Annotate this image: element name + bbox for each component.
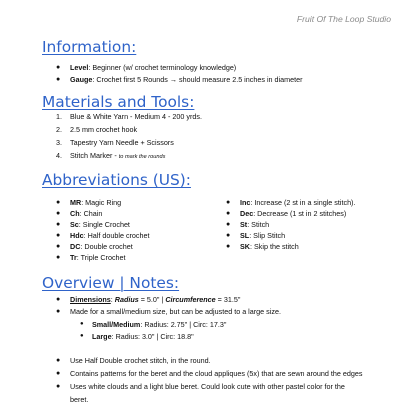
abbr-term: Ch (70, 209, 80, 218)
list-number: 1. (56, 112, 62, 121)
separator: : (110, 295, 115, 304)
abbr-item (70, 220, 130, 229)
abbr-desc: : Double crochet (80, 242, 133, 251)
abbr-term: Hdc (70, 231, 84, 240)
abbr-term: DC (70, 242, 81, 251)
list-number: 4. (56, 151, 62, 160)
note-line: Uses white clouds and a light blue beret. Could look cute with other pastel color for the (70, 382, 345, 391)
note-line-continued: beret. (70, 395, 89, 404)
abbr-term: Dec (240, 209, 254, 218)
abbr-item (240, 220, 269, 229)
information-heading: Information: (42, 38, 137, 56)
bullet-icon: ● (56, 199, 61, 206)
bullet-icon: ● (56, 210, 61, 217)
gauge-line (70, 75, 303, 84)
bullet-icon: ● (56, 357, 61, 364)
abbr-desc: : Triple Crochet (76, 253, 126, 262)
note-line: Use Half Double crochet stitch, in the round. (70, 356, 211, 365)
list-item-text: Stitch Marker - (70, 151, 119, 160)
bullet-icon: ● (56, 308, 61, 315)
abbr-item (240, 209, 346, 218)
abbr-item (70, 209, 102, 218)
list-number: 2. (56, 125, 62, 134)
circumference-value: = 31.5" (215, 295, 241, 304)
abbr-desc: : Slip Stitch (249, 231, 286, 240)
abbr-item (240, 242, 299, 251)
abbr-desc: : Increase (2 st in a single stitch). (250, 198, 356, 207)
small-size-text: : Radius: 2.75" | Circ: 17.3" (140, 320, 227, 329)
list-item: 2.5 mm crochet hook (70, 125, 138, 134)
bullet-icon: ● (56, 370, 61, 377)
abbr-item (70, 253, 126, 262)
large-size-text: : Radius: 3.0" | Circ: 18.8" (111, 332, 194, 341)
abbr-desc: : Magic Ring (81, 198, 122, 207)
list-item (70, 151, 165, 162)
dimensions-line (70, 295, 240, 304)
abbr-term: Inc (240, 198, 251, 207)
list-item: Tapestry Yarn Needle + Scissors (70, 138, 174, 147)
abbr-item (70, 198, 121, 207)
abbr-desc: : Skip the stitch (250, 242, 299, 251)
small-size-line (92, 320, 226, 329)
abbr-item (70, 231, 150, 240)
bullet-icon: ● (56, 243, 61, 250)
bullet-icon: ● (226, 221, 231, 228)
studio-name: Fruit Of The Loop Studio (296, 14, 391, 24)
bullet-icon: ● (56, 221, 61, 228)
level-text: : Beginner (w/ crochet terminology knowledge) (88, 63, 237, 72)
abbr-desc: : Decrease (1 st in 2 stitches) (253, 209, 347, 218)
bullet-icon: ● (56, 232, 61, 239)
bullet-icon: ● (56, 64, 61, 71)
abbr-item (240, 231, 285, 240)
dimensions-label: Dimensions (70, 295, 111, 304)
abbr-desc: : Chain (79, 209, 103, 218)
bullet-icon: ● (80, 333, 84, 339)
radius-label: Radius (114, 295, 139, 304)
overview-heading: Overview | Notes: (42, 274, 180, 292)
level-line (70, 63, 236, 72)
materials-heading: Materials and Tools: (42, 93, 195, 111)
abbr-term: Tr (70, 253, 77, 262)
abbr-item (240, 198, 355, 207)
bullet-icon: ● (226, 199, 231, 206)
bullet-icon: ● (80, 321, 84, 327)
abbr-item (70, 242, 133, 251)
gauge-label: Gauge (70, 75, 93, 84)
radius-value: = 5.0" | (138, 295, 166, 304)
abbr-desc: : Single Crochet (78, 220, 130, 229)
bullet-icon: ● (226, 232, 231, 239)
circumference-label: Circumference (165, 295, 216, 304)
level-label: Level (70, 63, 89, 72)
abbr-desc: : Stitch (247, 220, 270, 229)
list-item: Blue & White Yarn - Medium 4 - 200 yrds. (70, 112, 202, 121)
bullet-icon: ● (56, 383, 61, 390)
abbreviations-heading: Abbreviations (US): (42, 171, 191, 189)
bullet-icon: ● (226, 243, 231, 250)
abbr-term: MR (70, 198, 82, 207)
large-size-line (92, 332, 194, 341)
large-size-label: Large (92, 332, 112, 341)
gauge-text: : Crochet first 5 Rounds → should measure 2.5 inches in diameter (92, 75, 303, 84)
list-item-note: to mark the rounds (118, 154, 166, 160)
abbr-term: SK (240, 242, 250, 251)
note-line: Contains patterns for the beret and the cloud appliques (5x) that are sewn around the edges (70, 369, 363, 378)
bullet-icon: ● (56, 254, 61, 261)
list-number: 3. (56, 138, 62, 147)
bullet-icon: ● (56, 76, 61, 83)
abbr-term: Sc (70, 220, 79, 229)
bullet-icon: ● (56, 296, 61, 303)
bullet-icon: ● (226, 210, 231, 217)
abbr-desc: : Half double crochet (83, 231, 150, 240)
made-for-line: Made for a small/medium size, but can be adjusted to a large size. (70, 307, 281, 316)
abbr-term: St (240, 220, 248, 229)
abbr-term: SL (240, 231, 250, 240)
small-size-label: Small/Medium (92, 320, 141, 329)
